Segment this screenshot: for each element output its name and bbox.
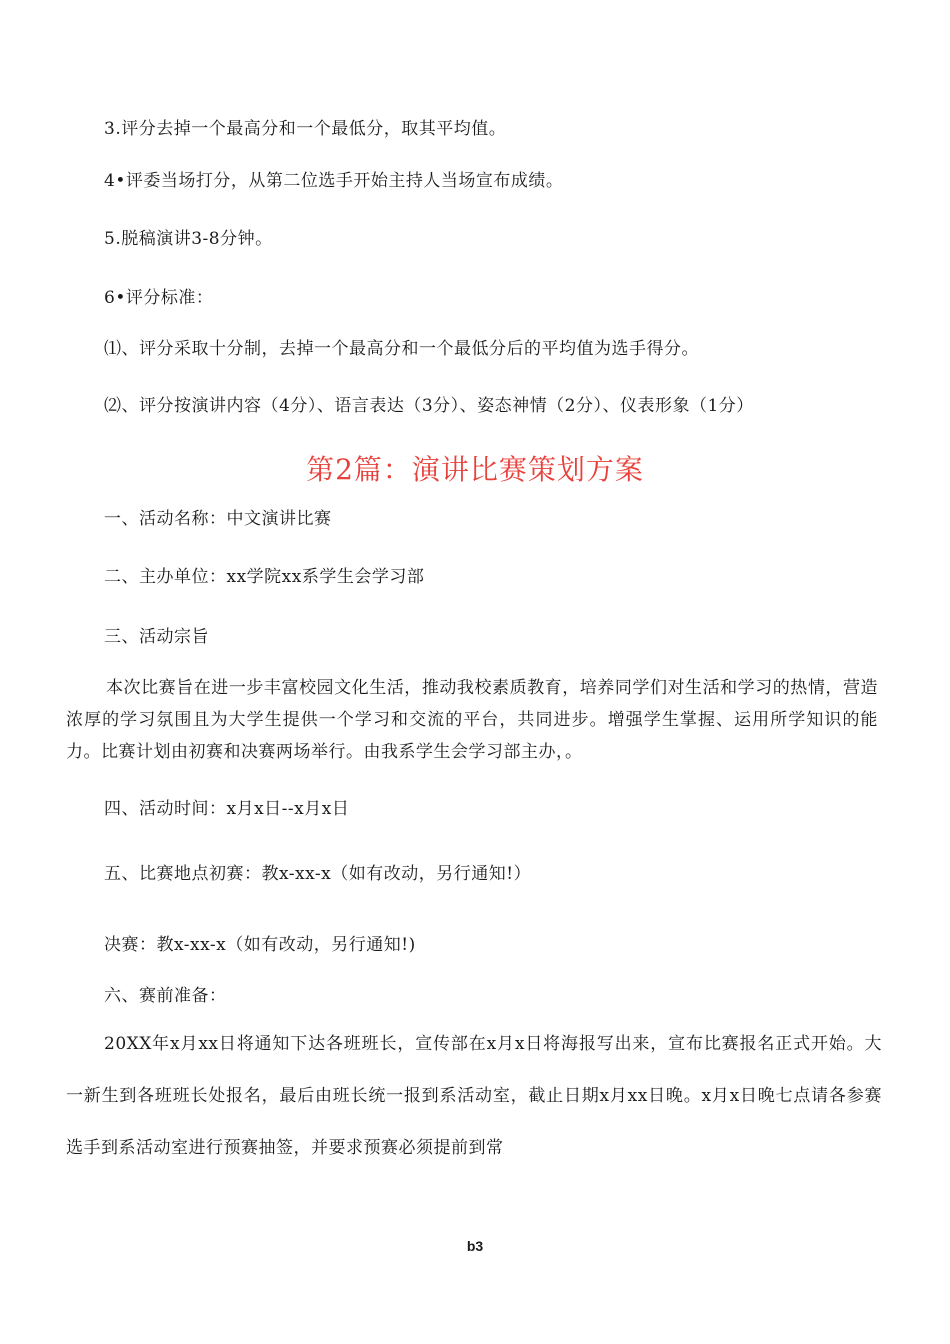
preparation-paragraph: 20XX年x月xx日将通知下达各班班长，宣传部在x月x日将海报写出来，宣布比赛报名正式开始。大一新生到各班班长处报名，最后由班长统一报到系活动室，截止日期x月xx日晚。x月x日晚七点请各参赛选手到系活动室进行预赛抽签，并要求预赛必须提前到常	[66, 1034, 882, 1158]
venue-preliminary: 五、比赛地点初赛：教x-xx-x（如有改动，另行通知!）	[104, 864, 532, 884]
rule-item-6: 6•评分标准：	[104, 288, 214, 308]
activity-name: 一、活动名称：中文演讲比赛	[104, 509, 332, 529]
purpose-heading: 三、活动宗旨	[104, 627, 209, 647]
organizer: 二、主办单位：xx学院xx系学生会学习部	[104, 567, 425, 587]
purpose-paragraph: 本次比赛旨在进一步丰富校园文化生活，推动我校素质教育，培养同学们对生活和学习的热情，营造浓厚的学习氛围且为大学生提供一个学习和交流的平台，共同进步。增强学生掌握、运用所学知识的能力。比赛计划由初赛和决赛两场举行。由我系学生会学习部主办，。	[66, 678, 878, 762]
rule-item-4: 4•评委当场打分，从第二位选手开始主持人当场宣布成绩。	[104, 171, 564, 191]
venue-final: 决赛：教x-xx-x（如有改动，另行通知!)	[104, 935, 416, 955]
rule-item-3: 3.评分去掉一个最高分和一个最低分，取其平均值。	[104, 119, 507, 139]
rule-item-5: 5.脱稿演讲3-8分钟。	[104, 229, 273, 249]
page-number: b3	[466, 1238, 484, 1254]
scoring-rule-1: ⑴、评分采取十分制，去掉一个最高分和一个最低分后的平均值为选手得分。	[104, 339, 699, 359]
scoring-rule-2: ⑵、评分按演讲内容（4分）、语言表达（3分）、姿态神情（2分）、仪表形象（1分）	[104, 396, 754, 416]
activity-time: 四、活动时间：x月x日--x月x日	[104, 799, 350, 819]
section-title: 第2篇：演讲比赛策划方案	[306, 453, 644, 486]
preparation-heading: 六、赛前准备：	[104, 986, 227, 1006]
